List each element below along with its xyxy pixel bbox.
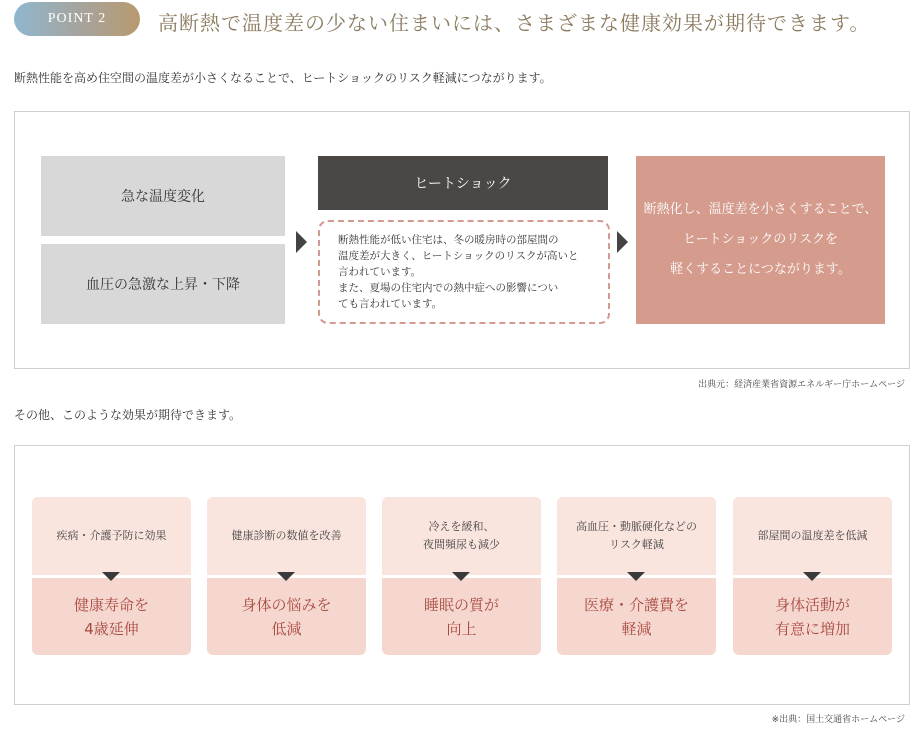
- effect-result-line: 有意に増加: [774, 619, 850, 638]
- effects-panel: [14, 445, 910, 705]
- arrow-down-icon: [452, 572, 470, 581]
- arrow-down-icon: [102, 572, 120, 581]
- arrow-down-icon: [277, 572, 295, 581]
- effect-result: [557, 578, 716, 655]
- effect-cause-line: 健康診断の数値を改善: [231, 529, 342, 542]
- heatshock-description: [318, 220, 610, 324]
- description-line: また、夏場の住宅内での熱中症への影響につい: [338, 282, 559, 294]
- result-line: 軽くすることにつながります。: [670, 262, 851, 277]
- effect-cause: [32, 497, 191, 575]
- cause-temperature-change: 急な温度変化: [41, 156, 285, 236]
- intro-text: 断熱性能を高め住空間の温度差が小さくなることで、ヒートショックのリスク軽減につながります。: [14, 71, 552, 85]
- point-badge: POINT 2: [14, 2, 140, 36]
- page-headline: 高断熱で温度差の少ない住まいには、さまざまな健康効果が期待できます。: [158, 11, 871, 35]
- effect-result: [32, 578, 191, 655]
- effect-cause-line: リスク軽減: [609, 538, 664, 551]
- effect-cause-line: 冷えを緩和、: [428, 520, 495, 533]
- effect-result: [382, 578, 541, 655]
- effect-card: [557, 497, 716, 655]
- effect-card: [733, 497, 892, 655]
- arrow-right-icon: [296, 231, 307, 253]
- effect-card: [32, 497, 191, 655]
- effect-result-line: 身体の悩みを: [241, 595, 332, 614]
- effect-cause: [557, 497, 716, 575]
- description-line: 温度差が大きく、ヒートショックのリスクが高いと: [338, 250, 579, 262]
- effect-result: [207, 578, 366, 655]
- effect-result-line: 軽減: [621, 619, 652, 638]
- effect-cause: [207, 497, 366, 575]
- description-line: 言われています。: [338, 266, 422, 278]
- heatshock-title: ヒートショック: [318, 156, 608, 210]
- effect-result-line: 4歳延伸: [84, 619, 139, 638]
- cause-blood-pressure: 血圧の急激な上昇・下降: [41, 244, 285, 324]
- description-line: 断熱性能が低い住宅は、冬の暖房時の部屋間の: [338, 234, 559, 246]
- effect-result: [733, 578, 892, 655]
- effect-card: [382, 497, 541, 655]
- effect-result-line: 睡眠の質が: [423, 595, 499, 614]
- result-box: [636, 156, 885, 324]
- effect-result-line: 医療・介護費を: [583, 595, 689, 614]
- other-effects-intro: その他、このような効果が期待できます。: [14, 408, 242, 422]
- result-line: 断熱化し、温度差を小さくすることで、: [643, 202, 878, 217]
- description-line: ても言われています。: [338, 298, 443, 310]
- arrow-down-icon: [803, 572, 821, 581]
- result-line: ヒートショックのリスクを: [683, 232, 838, 247]
- source-credit: 出典元：経済産業省資源エネルギー庁ホームページ: [698, 380, 905, 390]
- effect-cause-line: 疾病・介護予防に効果: [56, 529, 167, 542]
- source-credit-2: ※出典：国土交通省ホームページ: [771, 715, 905, 725]
- effect-result-line: 身体活動が: [774, 595, 850, 614]
- effect-cause: [382, 497, 541, 575]
- effect-result-line: 向上: [446, 619, 477, 638]
- effect-cause-line: 部屋間の温度差を低減: [757, 529, 868, 542]
- arrow-right-icon: [617, 231, 628, 253]
- effect-result-line: 低減: [271, 619, 302, 638]
- effect-card: [207, 497, 366, 655]
- effect-cause-line: 夜間頻尿も減少: [423, 538, 500, 551]
- arrow-down-icon: [627, 572, 645, 581]
- effect-cause: [733, 497, 892, 575]
- effect-cause-line: 高血圧・動脈硬化などの: [576, 520, 697, 533]
- heatshock-panel: [14, 111, 910, 369]
- effect-result-line: 健康寿命を: [73, 595, 149, 614]
